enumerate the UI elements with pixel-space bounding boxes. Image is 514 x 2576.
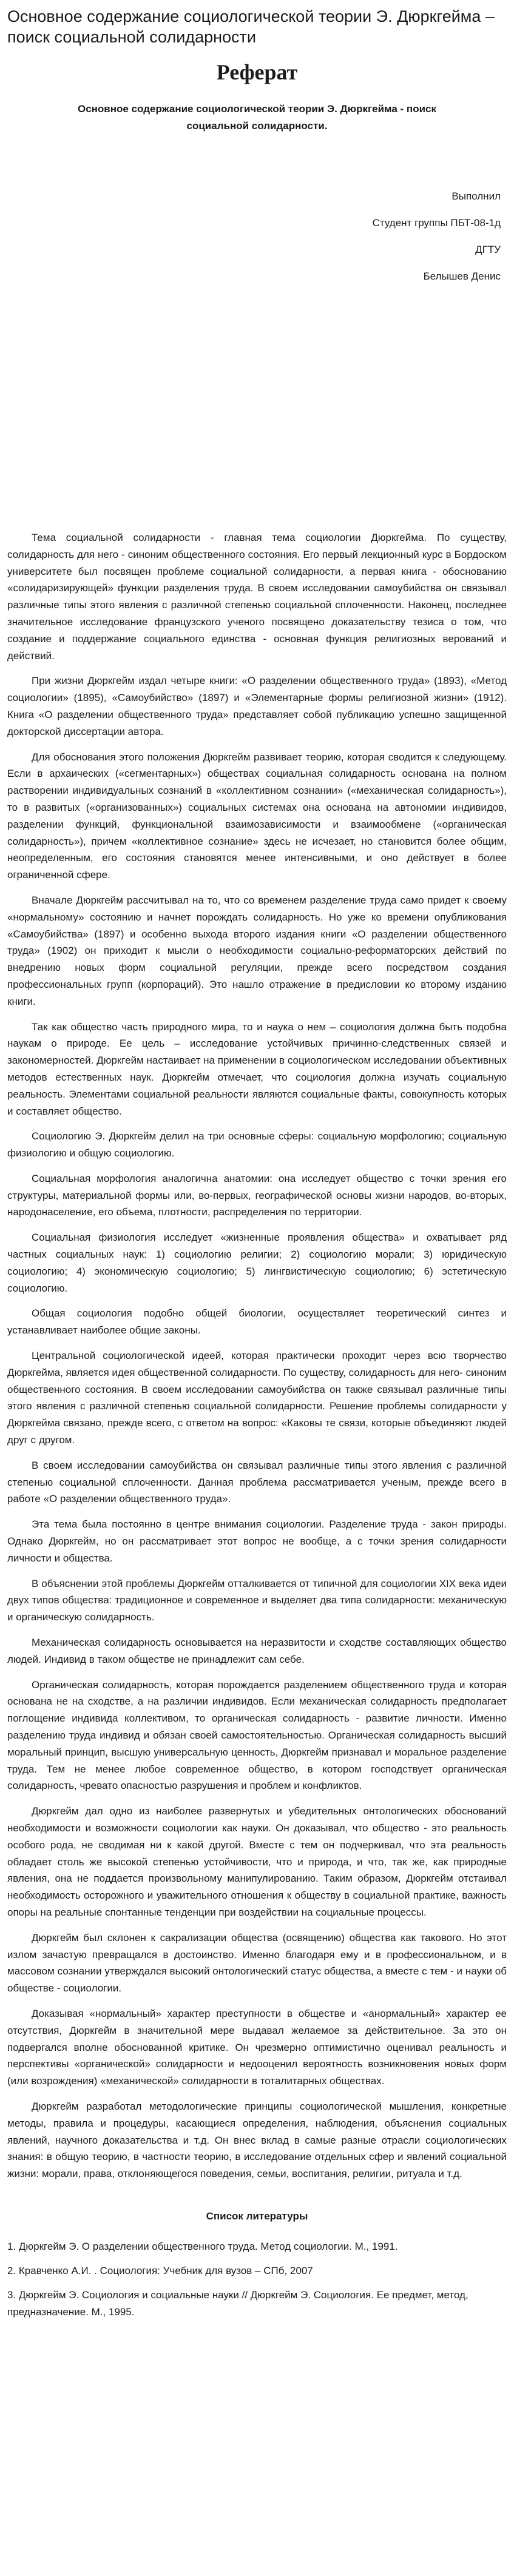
blank-space: [7, 290, 507, 529]
paragraph: Дюркгейм разработал методологические принципы социологической мышления, конкретные методы, правила и процедуры, касающиеся определения, наблюдения, объяснения социальных явлений, научного доказательства и т.д. Он внес вклад в самые разные отрасли социологических знания: в общую теорию, в частности теорию, в исследование отдельных сфер и явлений социальной жизни: морали, права, отклоняющегося поведения, семьи, воспитания, религии, ритуала и т.д.: [7, 2100, 507, 2180]
references-list: [7, 2238, 507, 2321]
essay-body: [7, 529, 507, 2182]
paragraph: Вначале Дюркгейм рассчитывал на то, что со временем разделение труда само придет к своему «нормальному» состоянию и начнет порождать солидарность. Но уже ко времени опубликования «Самоубийства» (1897) и особенно выхода второго издания книги «О разделении общественного труда» (1902) он приходит к мысли о необходимости социально-реформаторских действий по внедрению новых форм социальной регуляции, прежде всего посредством создания профессиональных групп (корпораций). Это нашло отражение в предисловии ко второму изданию книги.: [7, 894, 507, 1007]
paragraph: Дюркгейм дал одно из наиболее развернутых и убедительных онтологических обоснований необходимости и возможности социологии как науки. Он доказывал, что общество - это реальность особого рода, не сводимая ни к какой другой. Вместе с тем он подчеркивал, что эта реальность обладает столь же высокой степенью устойчивости, что и природа, и что, так же, как природные явления, она не поддается произвольному манипулированию. Таким образом, Дюркгейм отстаивал необходимость осторожного и уважительного отношения к обществу в социальной практике, важность опоры на реальные спонтанные тенденции при воздействии на социальные процессы.: [7, 1805, 507, 1918]
paragraph: В своем исследовании самоубийства он связывал различные типы этого явления с различной степенью социальной сплоченности. Данная проблема рассматривается ученым, прежде всего в работе «О разделении общественного труда».: [7, 1459, 507, 1505]
paragraph: Тема социальной солидарности - главная тема социологии Дюркгейма. По существу, солидарность для него - синоним общественного состояния. Его первый лекционный курс в Бордоском университете был посвящен проблеме социальной солидарности, а первая книга - обоснованию «солидаризирующей» функции разделения труда. В своем исследовании самоубийства он связывал различные типы этого явления с различной степенью социальной сплоченности. Наконец, последнее значительное исследование французского ученого посвящено доказательству тезиса о том, что создание и поддержание социального единства - основная функция религиозных верований и действий.: [7, 532, 507, 662]
references-title: Список литературы: [206, 2210, 308, 2222]
reference-item: 3. Дюркгейм Э. Социология и социальные науки // Дюркгейм Э. Социология. Ее предмет, метод, предназначение. М., 1995.: [7, 2289, 468, 2318]
author-signature-block: [7, 183, 501, 290]
essay-heading: Реферат: [216, 60, 298, 84]
paragraph: Центральной социологической идеей, которая практически проходит через всю творчество Дюркгейма, является идея общественной солидарности. По существу, солидарность для него- синоним общественного состояния. В своем исследовании самоубийства он также связывал различные типы этого явления с различной степенью социальной солидарности. Решение проблемы солидарности у Дюркгейма связано, прежде всего, с ответом на вопрос: «Каковы те связи, которые объединяют людей друг с другом.: [7, 1350, 507, 1446]
paragraph: Механическая солидарность основывается на неразвитости и сходстве составляющих общество людей. Индивид в таком обществе не принадлежит сам себе.: [7, 1637, 507, 1665]
signature-line: Студент группы ПБТ-08-1д: [372, 217, 501, 229]
paragraph: Дюркгейм был склонен к сакрализации общества (освящению) общества как такового. Но этот излом зачастую превращался в достоинство. Именно благодаря ему и в профессиональном, и в массовом сознании утверждался высокий онтологический статус общества, а вместе с тем - и науки об обществе - социологии.: [7, 1931, 507, 1994]
signature-line: Белышев Денис: [423, 270, 501, 282]
essay-subtitle: Основное содержание социологической теории Э. Дюркгейма - поиск социальной солидарности.: [77, 103, 437, 132]
signature-line: Выполнил: [451, 190, 501, 202]
paragraph: Для обоснования этого положения Дюркгейм развивает теорию, которая сводится к следующему. Если в архаических («сегментарных») обществах социальная солидарность основана на полном растворении индивидуальных сознаний в «коллективном сознании» («механическая солидарность»), то в развитых («организованных») социальных системах она основана на автономии индивидов, разделении функций, функциональной взаимозависимости и взаимообмене («органическая солидарность»), причем «коллективное сознание» здесь не исчезает, но становится более общим, неопределенным, его состояния становятся менее интенсивными, и оно действует в более ограниченной сфере.: [7, 751, 507, 881]
paragraph: При жизни Дюркгейм издал четыре книги: «О разделении общественного труда» (1893), «Метод социологии» (1895), «Самоубийство» (1897) и «Элементарные формы религиозной жизни» (1912). Книга «О разделении общественного труда» представляет собой публикацию успешно защищенной докторской диссертации автора.: [7, 675, 507, 737]
paragraph: Социальная морфология аналогична анатомии: она исследует общество с точки зрения его структуры, материальной формы или, во-первых, географической основы жизни народов, во-вторых, народонаселение, его объема, плотности, распределения по территории.: [7, 1172, 507, 1218]
paragraph: Социологию Э. Дюркгейм делил на три основные сферы: социальную морфологию; социальную физиологию и общую социологию.: [7, 1130, 507, 1159]
paragraph: Органическая солидарность, которая порождается разделением общественного труда и которая основана не на сходстве, а на различии индивидов. Если механическая солидарность предполагает поглощение индивида коллективом, то органическая солидарность - развитие личности. Именно разделению труда индивид и обязан своей самостоятельностью. Органическая солидарность высший моральный принцип, высшую универсальную ценность, Дюркгейм признавал и моральное разделение труда. Тем не менее любое современное общество, в котором господствует органическая солидарность, чревато опасностью разрушения и проблем и конфликтов.: [7, 1679, 507, 1792]
paragraph: Эта тема была постоянно в центре внимания социологии. Разделение труда - закон природы. Однако Дюркгейм, но он рассматривает этот вопрос не вообще, а с точки зрения солидарности личности и общества.: [7, 1518, 507, 1564]
reference-item: 1. Дюркгейм Э. О разделении общественного труда. Метод социологии. М., 1991.: [7, 2240, 398, 2252]
paragraph: Так как общество часть природного мира, то и наука о нем – социология должна быть подобна наукам о природе. Ее цель – исследование устойчивых причинно-следственных связей и закономерностей. Дюркгейм настаивает на применении в социологическом исследовании объективных методов естественных наук. Дюркгейм отмечает, что социология должна изучать социальную реальность. Элементами социальной реальности являются социальные факты, совокупность которых и составляет общество.: [7, 1021, 507, 1117]
paragraph: Социальная физиология исследует «жизненные проявления общества» и охватывает ряд частных социальных наук: 1) социологию религии; 2) социологию морали; 3) юридическую социологию; 4) экономическую социологию; 5) лингвистическую социологию; 6) эстетическую социологию.: [7, 1232, 507, 1294]
paragraph: Общая социология подобно общей биологии, осуществляет теоретический синтез и устанавливает наиболее общие законы.: [7, 1307, 507, 1337]
paragraph: В объяснении этой проблемы Дюркгейм отталкивается от типичной для социологии XIX века идеи двух типов общества: традиционное и современное и выделяет два типа солидарности: механическую и органическую солидарность.: [7, 1577, 507, 1623]
reference-item: 2. Кравченко А.И. . Социология: Учебник для вузов – СПб, 2007: [7, 2264, 313, 2276]
signature-line: ДГТУ: [475, 244, 501, 255]
document-title: Основное содержание социологической теории Э. Дюркгейма – поиск социальной солидарности: [7, 7, 495, 46]
paragraph: Доказывая «нормальный» характер преступности в обществе и «анормальный» характер ее отсутствия, Дюркгейм в значительной мере выдавал желаемое за действительное. За это он подвергался вполне обоснованной критике. Он чрезмерно оптимистично оценивал реальность и перспективы «органической» солидарности и недооценил вероятность возникновения новых форм (или возрождения) «механической» солидарности в тоталитарных обществах.: [7, 2007, 507, 2087]
